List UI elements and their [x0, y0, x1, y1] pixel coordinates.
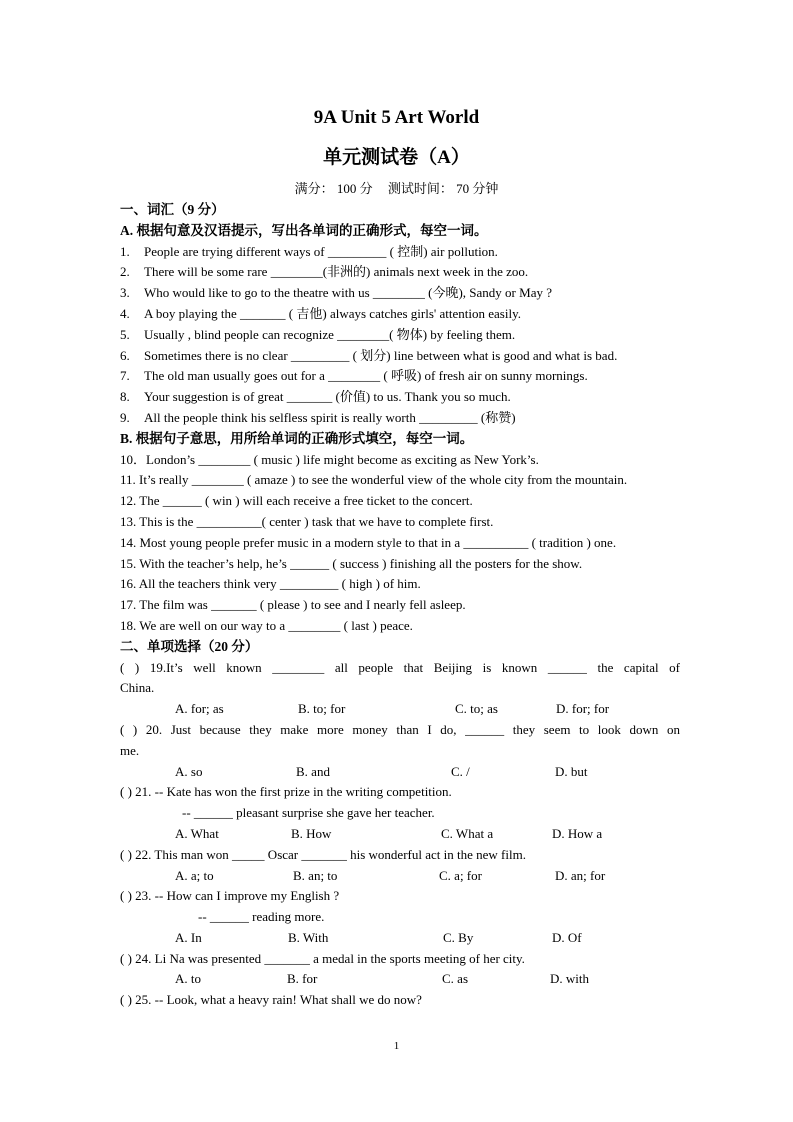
- option-c: C. What a: [441, 825, 494, 841]
- option-d: D. an; for: [555, 867, 606, 883]
- option-c: C. as: [442, 971, 468, 987]
- question-20: ( ) 20. Just because they make more money than I do, ______ they seem to look down on: [120, 721, 680, 737]
- option-c: C. By: [443, 929, 474, 945]
- question-7: 7. The old man usually goes out for a ________ ( 呼吸) of fresh air on sunny mornings.: [120, 368, 588, 384]
- question-3: 3. Who would like to go to the theatre with us ________ (今晚), Sandy or May ?: [120, 285, 552, 301]
- question-20-continued: me.: [120, 742, 140, 758]
- test-time: 测试时间： 70 分钟: [387, 181, 499, 196]
- question-20-options: [120, 762, 680, 783]
- question-24-options: [120, 969, 680, 990]
- option-a: A. a; to: [175, 867, 214, 883]
- question-12: 12. The ______ ( win ) will each receive a free ticket to the concert.: [120, 493, 473, 509]
- question-1: 1. People are trying different ways of _________ ( 控制) air pollution.: [120, 243, 498, 259]
- question-8: 8. Your suggestion is of great _______ (价值) to us. Thank you so much.: [120, 389, 511, 405]
- option-d: D. but: [555, 763, 588, 779]
- option-b: B. and: [296, 763, 330, 779]
- option-d: D. Of: [552, 929, 582, 945]
- option-a: A. for; as: [175, 701, 224, 717]
- section-multiple-choice-heading: 二、单项选择（20 分）: [120, 638, 259, 654]
- page-number: 1: [393, 1040, 400, 1052]
- question-23-continued: -- ______ reading more.: [198, 909, 325, 925]
- question-22: ( ) 22. This man won _____ Oscar _______ his wonderful act in the new film.: [120, 846, 526, 862]
- part-a-instruction: A. 根据句意及汉语提示，写出各单词的正确形式，每空一词。: [120, 222, 488, 238]
- section-vocabulary-heading: 一、词汇（9 分）: [120, 202, 225, 217]
- question-21-options: [120, 824, 680, 845]
- option-d: D. for; for: [556, 701, 610, 717]
- question-4: 4. A boy playing the _______ ( 吉他) always catches girls' attention easily.: [120, 305, 521, 321]
- question-23: ( ) 23. -- How can I improve my English ?: [120, 888, 340, 904]
- question-5: 5. Usually , blind people can recognize ________( 物体) by feeling them.: [120, 326, 516, 342]
- question-14: 14. Most young people prefer music in a modern style to that in a __________ ( tradition ) one.: [120, 534, 617, 550]
- part-b-instruction: B. 根据句子意思，用所给单词的正确形式填空，每空一词。: [120, 430, 474, 446]
- question-16: 16. All the teachers think very _________ ( high ) of him.: [120, 576, 421, 592]
- question-19: ( ) 19.It’s well known ________ all people that Beijing is known ______ the capital of: [120, 659, 680, 675]
- document-body: [120, 200, 680, 1011]
- question-13: 13. This is the __________( center ) task that we have to complete first.: [120, 513, 494, 529]
- option-b: B. With: [288, 929, 329, 945]
- question-21-continued: -- ______ pleasant surprise she gave her teacher.: [182, 805, 435, 821]
- question-6: 6. Sometimes there is no clear _________ ( 划分) line between what is good and what is bad.: [120, 347, 618, 363]
- option-b: B. to; for: [298, 701, 346, 717]
- option-c: C. /: [451, 763, 470, 779]
- document-title: 9A Unit 5 Art World: [313, 107, 480, 128]
- question-10: 10．London’s ________ ( music ) life might become as exciting as New York’s.: [120, 451, 539, 467]
- exam-meta: [0, 180, 793, 198]
- option-b: B. How: [291, 825, 332, 841]
- option-c: C. to; as: [455, 701, 498, 717]
- option-c: C. a; for: [439, 867, 482, 883]
- full-score: 满分： 100 分: [294, 181, 373, 196]
- option-b: B. an; to: [293, 867, 338, 883]
- question-9: 9. All the people think his selfless spirit is really worth _________ (称赞): [120, 409, 516, 425]
- option-a: A. to: [175, 971, 201, 987]
- question-19-continued: China.: [120, 680, 155, 696]
- question-17: 17. The film was _______ ( please ) to see and I nearly fell asleep.: [120, 597, 466, 613]
- question-24: ( ) 24. Li Na was presented _______ a medal in the sports meeting of her city.: [120, 950, 525, 966]
- option-d: D. with: [550, 971, 589, 987]
- question-22-options: [120, 866, 680, 887]
- question-21: ( ) 21. -- Kate has won the first prize in the writing competition.: [120, 784, 452, 800]
- option-b: B. for: [287, 971, 318, 987]
- question-23-options: [120, 928, 680, 949]
- option-a: A. so: [175, 763, 203, 779]
- question-2: 2. There will be some rare ________(非洲的) animals next week in the zoo.: [120, 264, 529, 280]
- question-19-options: [120, 699, 680, 720]
- option-d: D. How a: [552, 825, 603, 841]
- question-11: 11. It’s really ________ ( amaze ) to see the wonderful view of the whole city from the mountain.: [120, 472, 628, 488]
- document-subtitle: 单元测试卷（A）: [323, 147, 470, 168]
- option-a: A. In: [175, 929, 202, 945]
- question-15: 15. With the teacher’s help, he’s ______ ( success ) finishing all the posters for the show.: [120, 555, 583, 571]
- question-25: ( ) 25. -- Look, what a heavy rain! What shall we do now?: [120, 992, 422, 1008]
- question-18: 18. We are well on our way to a ________ ( last ) peace.: [120, 617, 413, 633]
- option-a: A. What: [175, 825, 219, 841]
